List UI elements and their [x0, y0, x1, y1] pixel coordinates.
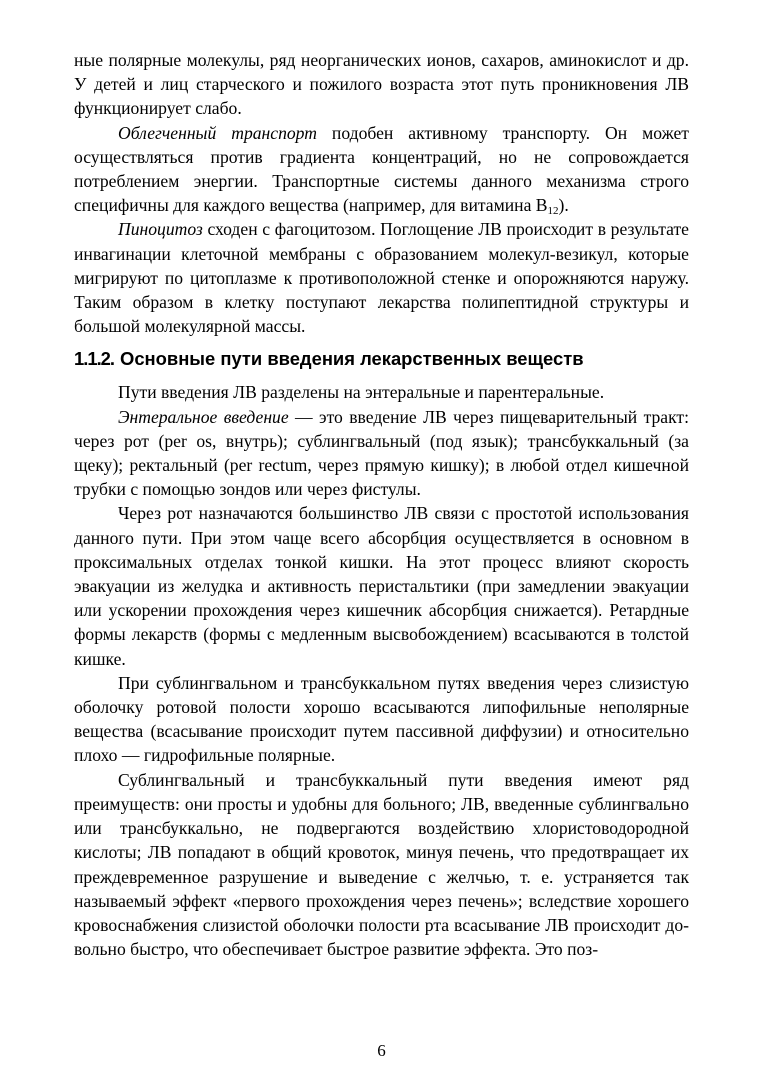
paragraph-continuation: ные полярные молекулы, ряд неорганических ионов, сахаров, аминокислот и др. У детей и лиц старческого и пожилого возраста этот путь проникновения ЛВ функционирует слабо.: [74, 50, 689, 119]
term-facilitated-transport: Облегченный транспорт: [118, 122, 317, 143]
term-enteral: Энтеральное введение: [118, 406, 289, 427]
section-heading: [74, 347, 689, 371]
section-title: Основные пути введения лекарственных веществ: [120, 348, 584, 370]
paragraph-text: — это введение ЛВ через пищеварительный тракт: через рот (per os, внутрь); сублингвальный (под язык); трансбуккальный (за щеку); ректальный (per rectum, через прямую кишку); в любой отдел кишечной трубки с помощью зондов или через фистулы.: [74, 406, 689, 500]
paragraph-pinocytosis: [74, 217, 689, 338]
vitamin-subscript: 12: [547, 205, 559, 218]
page-number: 6: [377, 1041, 386, 1060]
paragraph-enteral: [74, 405, 689, 502]
term-pinocytosis: Пиноцитоз: [118, 219, 203, 240]
paragraph-routes-intro: Пути введения ЛВ разделены на энтеральные и парентеральные.: [118, 382, 605, 403]
paragraph-tail: ).: [558, 195, 569, 216]
section-number: 1.1.2.: [74, 348, 115, 370]
page-body: [74, 48, 689, 961]
paragraph-oral: Через рот назначаются большинство ЛВ связи с простотой использования данного пути. При этом чаще всего абсорбция осуществляется в основном в проксимальных отделах тонкой кишки. На этот процесс влияют скорость эвакуации из желудка и активность перистальтики (при замедлении эвакуации или ускорении прохождения через кишечник абсорбция снижается). Ретардные формы лекарств (формы с медленным высвобождением) всасываются в толстой кишке.: [74, 503, 689, 669]
paragraph-text: сходен с фагоцитозом. Поглощение ЛВ происходит в результате инвагинации клеточной мембраны с образованием молекул-везикул, которые мигрируют по цитоплазме к противоположной стенке и опорожняются наружу. Таким образом в клетку поступают лекарства полипептидной структуры и большой молекулярной массы.: [74, 219, 689, 337]
paragraph-advantages: Сублингвальный и трансбуккальный пути введения имеют ряд преимуществ: они просты и удобны для больного; ЛВ, введенные сублингвально или трансбуккально, не подвергаются воздействию хлористоводородной кислоты; ЛВ попадают в общий кровоток, минуя печень, что предотвращает их преждевременное разрушение и выведение с желчью, т. е. устраняется так называемый эффект «первого прохождения через печень»; вследствие хорошего кровоснабжения слизистой оболочки полости рта всасывание ЛВ происходит довольно быстро, что обеспечивает быстрое развитие эффекта. Это поз-: [74, 769, 689, 960]
paragraph-sublingual: При сублингвальном и трансбуккальном путях введения через слизистую оболочку ротовой полости хорошо всасываются липофильные неполярные вещества (всасывание происходит путем пассивной диффузии) и относительно плохо — гидрофильные полярные.: [74, 672, 689, 766]
paragraph-text: подобен активному транспорту. Он может осуществляться против градиента концентраций, но не сопровождается потреблением энергии. Транспортные системы данного механизма строго специфичны для каждого вещества (например, для витамина B: [74, 122, 689, 216]
paragraph-facilitated-transport: [74, 121, 689, 218]
